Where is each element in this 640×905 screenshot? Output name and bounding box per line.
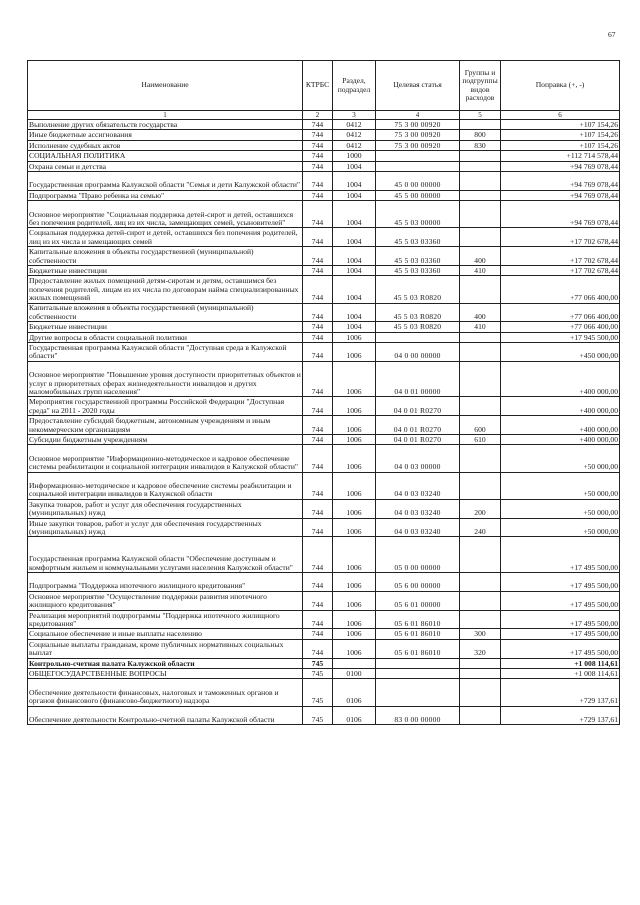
cell-ktrbs: 744 xyxy=(303,499,333,518)
cell-group: 300 xyxy=(460,629,501,639)
cell-name: Обеспечение деятельности финансовых, налоговых и таможенных органов и органов финансового (финансово-бюджетного) надзора xyxy=(28,679,303,706)
cell-amount: +17 702 678,44 xyxy=(501,265,620,275)
cell-group xyxy=(460,706,501,725)
cell-target: 05 6 01 86010 xyxy=(376,639,460,658)
cell-ktrbs: 744 xyxy=(303,537,333,573)
header-amendment: Поправка (+, -) xyxy=(501,61,620,111)
cell-amount: +17 495 500,00 xyxy=(501,610,620,629)
cell-name: Субсидии бюджетным учреждениям xyxy=(28,435,303,445)
cell-group xyxy=(460,472,501,499)
cell-amount: +50 000,00 xyxy=(501,518,620,537)
cell-target: 83 0 00 00000 xyxy=(376,706,460,725)
cell-section: 0412 xyxy=(333,140,376,150)
cell-amount: +17 702 678,44 xyxy=(501,228,620,247)
cell-amount: +729 137,61 xyxy=(501,679,620,706)
cell-ktrbs: 744 xyxy=(303,332,333,342)
cell-name: Основное мероприятие "Социальная поддержка детей-сирот и детей, оставшихся без попечения родителей, лиц из их числа, замещающих семей, усыновителей" xyxy=(28,201,303,228)
column-number: 5 xyxy=(460,111,501,120)
cell-target xyxy=(376,332,460,342)
cell-target xyxy=(376,658,460,668)
cell-ktrbs: 745 xyxy=(303,679,333,706)
cell-section: 1004 xyxy=(333,171,376,190)
cell-target xyxy=(376,679,460,706)
cell-amount: +400 000,00 xyxy=(501,361,620,397)
table-row xyxy=(28,518,620,537)
cell-group xyxy=(460,361,501,397)
cell-group xyxy=(460,537,501,573)
cell-target: 04 0 03 03240 xyxy=(376,499,460,518)
cell-ktrbs: 744 xyxy=(303,445,333,472)
cell-group xyxy=(460,171,501,190)
cell-target: 04 0 03 03240 xyxy=(376,472,460,499)
cell-name: Мероприятия государственной программы Российской Федерации "Доступная среда" на 2011 - 2020 годы xyxy=(28,397,303,416)
cell-amount: +94 769 078,44 xyxy=(501,161,620,171)
table-row xyxy=(28,171,620,190)
cell-target: 04 0 00 00000 xyxy=(376,343,460,362)
column-number-row xyxy=(28,111,620,120)
cell-group xyxy=(460,276,501,303)
cell-ktrbs: 744 xyxy=(303,573,333,592)
budget-table xyxy=(27,60,620,725)
cell-name: Закупка товаров, работ и услуг для обеспечения государственных (муниципальных) нужд xyxy=(28,499,303,518)
cell-name: Социальные выплаты гражданам, кроме публичных нормативных социальных выплат xyxy=(28,639,303,658)
cell-group: 320 xyxy=(460,639,501,658)
cell-group xyxy=(460,658,501,668)
cell-section: 1006 xyxy=(333,629,376,639)
cell-group xyxy=(460,228,501,247)
table-row xyxy=(28,435,620,445)
cell-target: 45 5 03 03360 xyxy=(376,247,460,266)
cell-name: Предоставление субсидий бюджетным, автономным учреждениям и иным некоммерческим организациям xyxy=(28,416,303,435)
cell-ktrbs: 744 xyxy=(303,416,333,435)
cell-name: Выполнение других обязательств государства xyxy=(28,120,303,130)
cell-name: Другие вопросы в области социальной политики xyxy=(28,332,303,342)
table-row xyxy=(28,140,620,150)
cell-amount: +400 000,00 xyxy=(501,435,620,445)
cell-ktrbs: 744 xyxy=(303,361,333,397)
cell-section: 0412 xyxy=(333,130,376,140)
cell-section: 1006 xyxy=(333,499,376,518)
cell-section: 1004 xyxy=(333,161,376,171)
cell-ktrbs: 744 xyxy=(303,472,333,499)
cell-ktrbs: 744 xyxy=(303,171,333,190)
cell-amount: +17 945 500,00 xyxy=(501,332,620,342)
cell-group xyxy=(460,343,501,362)
cell-group xyxy=(460,445,501,472)
cell-ktrbs: 744 xyxy=(303,322,333,332)
cell-ktrbs: 744 xyxy=(303,303,333,322)
cell-target: 45 5 03 R0820 xyxy=(376,303,460,322)
cell-target: 75 3 00 00920 xyxy=(376,140,460,150)
cell-ktrbs: 744 xyxy=(303,190,333,200)
cell-name: Подпрограмма "Поддержка ипотечного жилищного кредитования" xyxy=(28,573,303,592)
cell-amount: +94 769 078,44 xyxy=(501,190,620,200)
cell-section: 1004 xyxy=(333,303,376,322)
cell-group: 830 xyxy=(460,140,501,150)
table-row xyxy=(28,416,620,435)
cell-name: Охрана семьи и детства xyxy=(28,161,303,171)
table-row xyxy=(28,499,620,518)
cell-section: 1006 xyxy=(333,591,376,610)
cell-section: 0412 xyxy=(333,120,376,130)
table-row xyxy=(28,668,620,678)
cell-name: Основное мероприятие "Осуществление поддержки развития ипотечного жилищного кредитования" xyxy=(28,591,303,610)
table-body xyxy=(28,120,620,725)
cell-ktrbs: 744 xyxy=(303,130,333,140)
cell-name: Иные бюджетные ассигнования xyxy=(28,130,303,140)
cell-target: 04 0 01 R0270 xyxy=(376,416,460,435)
cell-target xyxy=(376,151,460,161)
cell-ktrbs: 744 xyxy=(303,228,333,247)
table-row xyxy=(28,332,620,342)
cell-ktrbs: 744 xyxy=(303,265,333,275)
cell-name: Контрольно-счетная палата Калужской области xyxy=(28,658,303,668)
cell-group xyxy=(460,573,501,592)
table-row xyxy=(28,658,620,668)
cell-target: 05 6 00 00000 xyxy=(376,573,460,592)
cell-ktrbs: 744 xyxy=(303,591,333,610)
cell-section: 1004 xyxy=(333,265,376,275)
cell-amount: +50 000,00 xyxy=(501,445,620,472)
cell-name: Иные закупки товаров, работ и услуг для обеспечения государственных (муниципальных) нужд xyxy=(28,518,303,537)
table-row xyxy=(28,679,620,706)
table-row xyxy=(28,130,620,140)
table-row xyxy=(28,161,620,171)
cell-amount: +77 066 400,00 xyxy=(501,322,620,332)
cell-target: 45 5 03 03360 xyxy=(376,265,460,275)
cell-section: 1006 xyxy=(333,332,376,342)
column-number: 6 xyxy=(501,111,620,120)
table-row xyxy=(28,247,620,266)
cell-name: Бюджетные инвестиции xyxy=(28,265,303,275)
cell-amount: +77 066 400,00 xyxy=(501,276,620,303)
cell-ktrbs: 745 xyxy=(303,706,333,725)
cell-amount: +94 769 078,44 xyxy=(501,171,620,190)
cell-name: Капитальные вложения в объекты государственной (муниципальной) собственности xyxy=(28,247,303,266)
cell-amount: +1 008 114,61 xyxy=(501,658,620,668)
cell-amount: +17 702 678,44 xyxy=(501,247,620,266)
cell-section: 1006 xyxy=(333,343,376,362)
cell-amount: +50 000,00 xyxy=(501,472,620,499)
cell-section: 1004 xyxy=(333,276,376,303)
cell-target xyxy=(376,668,460,678)
cell-amount: +50 000,00 xyxy=(501,499,620,518)
table-row xyxy=(28,573,620,592)
cell-amount: +107 154,26 xyxy=(501,140,620,150)
cell-name: Реализация мероприятий подпрограммы "Поддержка ипотечного жилищного кредитования" xyxy=(28,610,303,629)
cell-group xyxy=(460,679,501,706)
cell-name: Предоставление жилых помещений детям-сиротам и детям, оставшимся без попечения родителей, лицам из их числа по договорам найма специализированных жилых помещений xyxy=(28,276,303,303)
cell-name: Государственная программа Калужской области "Семья и дети Калужской области" xyxy=(28,171,303,190)
cell-group: 400 xyxy=(460,303,501,322)
cell-ktrbs: 744 xyxy=(303,397,333,416)
cell-amount: +17 495 500,00 xyxy=(501,573,620,592)
cell-name: Исполнение судебных актов xyxy=(28,140,303,150)
cell-name: Информационно-методическое и кадровое обеспечение системы реабилитации и социальной интеграции инвалидов в Калужской области xyxy=(28,472,303,499)
cell-name: Капитальные вложения в объекты государственной (муниципальной) собственности xyxy=(28,303,303,322)
table-row xyxy=(28,445,620,472)
cell-name: Обеспечение деятельности Контрольно-счетной палаты Калужской области xyxy=(28,706,303,725)
cell-target: 05 6 01 86010 xyxy=(376,629,460,639)
cell-ktrbs: 744 xyxy=(303,151,333,161)
cell-ktrbs: 744 xyxy=(303,343,333,362)
cell-amount: +400 000,00 xyxy=(501,416,620,435)
cell-target: 45 5 03 R0820 xyxy=(376,322,460,332)
table-row xyxy=(28,151,620,161)
cell-name: Государственная программа Калужской области "Доступная среда в Калужской области" xyxy=(28,343,303,362)
cell-group: 600 xyxy=(460,416,501,435)
cell-target: 45 5 03 R0820 xyxy=(376,276,460,303)
cell-target: 04 0 01 00000 xyxy=(376,361,460,397)
cell-ktrbs: 744 xyxy=(303,639,333,658)
cell-ktrbs: 744 xyxy=(303,518,333,537)
cell-name: Социальная поддержка детей-сирот и детей, оставшихся без попечения родителей, лиц из их числа и замещающих семей xyxy=(28,228,303,247)
cell-name: Бюджетные инвестиции xyxy=(28,322,303,332)
cell-amount: +450 000,00 xyxy=(501,343,620,362)
cell-name: СОЦИАЛЬНАЯ ПОЛИТИКА xyxy=(28,151,303,161)
table-row xyxy=(28,361,620,397)
cell-ktrbs: 744 xyxy=(303,435,333,445)
cell-section: 1000 xyxy=(333,151,376,161)
header-groups: Группы и подгруппы видов расходов xyxy=(460,61,501,111)
cell-amount: +400 000,00 xyxy=(501,397,620,416)
cell-section: 0106 xyxy=(333,679,376,706)
cell-group xyxy=(460,332,501,342)
column-number: 1 xyxy=(28,111,303,120)
cell-group xyxy=(460,668,501,678)
column-number: 3 xyxy=(333,111,376,120)
cell-section: 1004 xyxy=(333,247,376,266)
page-number: 67 xyxy=(608,30,616,39)
cell-target: 45 5 03 00000 xyxy=(376,201,460,228)
table-row xyxy=(28,591,620,610)
cell-section: 1006 xyxy=(333,472,376,499)
cell-target: 04 0 03 00000 xyxy=(376,445,460,472)
cell-group xyxy=(460,201,501,228)
cell-target: 04 0 01 R0270 xyxy=(376,435,460,445)
cell-group: 240 xyxy=(460,518,501,537)
cell-amount: +77 066 400,00 xyxy=(501,303,620,322)
cell-name: Подпрограмма "Право ребенка на семью" xyxy=(28,190,303,200)
cell-section: 1006 xyxy=(333,361,376,397)
header-section: Раздел, подраздел xyxy=(333,61,376,111)
cell-amount: +17 495 500,00 xyxy=(501,639,620,658)
cell-name: Государственная программа Калужской области "Обеспечение доступным и комфортным жильем и коммунальными услугами населения Калужской области" xyxy=(28,537,303,573)
cell-section: 1004 xyxy=(333,190,376,200)
column-number: 4 xyxy=(376,111,460,120)
cell-target: 05 6 01 00000 xyxy=(376,591,460,610)
cell-name: ОБЩЕГОСУДАРСТВЕННЫЕ ВОПРОСЫ xyxy=(28,668,303,678)
cell-name: Основное мероприятие "Повышение уровня доступности приоритетных объектов и услуг в приоритетных сферах жизнедеятельности инвалидов и других маломобильных групп населения" xyxy=(28,361,303,397)
cell-target: 75 3 00 00920 xyxy=(376,120,460,130)
cell-group xyxy=(460,190,501,200)
table-row xyxy=(28,276,620,303)
header-row xyxy=(28,61,620,111)
header-name: Наименование xyxy=(28,61,303,111)
table-row xyxy=(28,629,620,639)
cell-section: 1006 xyxy=(333,445,376,472)
cell-section: 1004 xyxy=(333,201,376,228)
cell-target: 45 5 03 03360 xyxy=(376,228,460,247)
cell-target: 75 3 00 00920 xyxy=(376,130,460,140)
table-row xyxy=(28,472,620,499)
cell-section: 1004 xyxy=(333,322,376,332)
cell-group xyxy=(460,397,501,416)
table-header xyxy=(28,61,620,120)
table-row xyxy=(28,610,620,629)
cell-section: 1006 xyxy=(333,639,376,658)
cell-amount: +94 769 078,44 xyxy=(501,201,620,228)
cell-amount: +112 714 578,44 xyxy=(501,151,620,161)
cell-name: Социальное обеспечение и иные выплаты населению xyxy=(28,629,303,639)
cell-group xyxy=(460,151,501,161)
cell-section: 0106 xyxy=(333,706,376,725)
cell-target: 05 6 01 86010 xyxy=(376,610,460,629)
table-row xyxy=(28,303,620,322)
header-ktrbs: КТРБС xyxy=(303,61,333,111)
table-row xyxy=(28,322,620,332)
table-row xyxy=(28,397,620,416)
cell-ktrbs: 744 xyxy=(303,161,333,171)
cell-amount: +17 495 500,00 xyxy=(501,591,620,610)
table-row xyxy=(28,706,620,725)
table-row xyxy=(28,537,620,573)
cell-group: 410 xyxy=(460,322,501,332)
cell-section: 1004 xyxy=(333,228,376,247)
cell-ktrbs: 744 xyxy=(303,247,333,266)
cell-group xyxy=(460,591,501,610)
cell-ktrbs: 744 xyxy=(303,120,333,130)
cell-group: 400 xyxy=(460,247,501,266)
cell-ktrbs: 744 xyxy=(303,140,333,150)
cell-section: 1006 xyxy=(333,573,376,592)
cell-ktrbs: 744 xyxy=(303,610,333,629)
table-row xyxy=(28,265,620,275)
cell-group xyxy=(460,610,501,629)
cell-section xyxy=(333,658,376,668)
cell-section: 1006 xyxy=(333,416,376,435)
cell-ktrbs: 745 xyxy=(303,668,333,678)
table-row xyxy=(28,343,620,362)
table-row xyxy=(28,120,620,130)
table-row xyxy=(28,639,620,658)
cell-group: 610 xyxy=(460,435,501,445)
cell-group xyxy=(460,161,501,171)
cell-target: 45 5 00 00000 xyxy=(376,190,460,200)
cell-ktrbs: 745 xyxy=(303,658,333,668)
header-target: Целевая статья xyxy=(376,61,460,111)
cell-ktrbs: 744 xyxy=(303,629,333,639)
cell-amount: +107 154,26 xyxy=(501,120,620,130)
table-row xyxy=(28,201,620,228)
cell-ktrbs: 744 xyxy=(303,201,333,228)
cell-target: 45 0 00 00000 xyxy=(376,171,460,190)
cell-amount: +1 008 114,61 xyxy=(501,668,620,678)
cell-ktrbs: 744 xyxy=(303,276,333,303)
cell-section: 1006 xyxy=(333,610,376,629)
cell-amount: +729 137,61 xyxy=(501,706,620,725)
cell-target xyxy=(376,161,460,171)
cell-section: 0100 xyxy=(333,668,376,678)
cell-target: 04 0 03 03240 xyxy=(376,518,460,537)
cell-amount: +17 495 500,00 xyxy=(501,537,620,573)
cell-amount: +107 154,26 xyxy=(501,130,620,140)
cell-name: Основное мероприятие "Информационно-методическое и кадровое обеспечение системы реабилитации и социальной интеграции инвалидов в Калужской области" xyxy=(28,445,303,472)
cell-target: 04 0 01 R0270 xyxy=(376,397,460,416)
table-row xyxy=(28,228,620,247)
cell-group: 200 xyxy=(460,499,501,518)
cell-amount: +17 495 500,00 xyxy=(501,629,620,639)
cell-group: 410 xyxy=(460,265,501,275)
cell-target: 05 0 00 00000 xyxy=(376,537,460,573)
cell-section: 1006 xyxy=(333,435,376,445)
cell-section: 1006 xyxy=(333,537,376,573)
cell-section: 1006 xyxy=(333,518,376,537)
cell-group xyxy=(460,120,501,130)
cell-group: 800 xyxy=(460,130,501,140)
column-number: 2 xyxy=(303,111,333,120)
table-row xyxy=(28,190,620,200)
cell-section: 1006 xyxy=(333,397,376,416)
